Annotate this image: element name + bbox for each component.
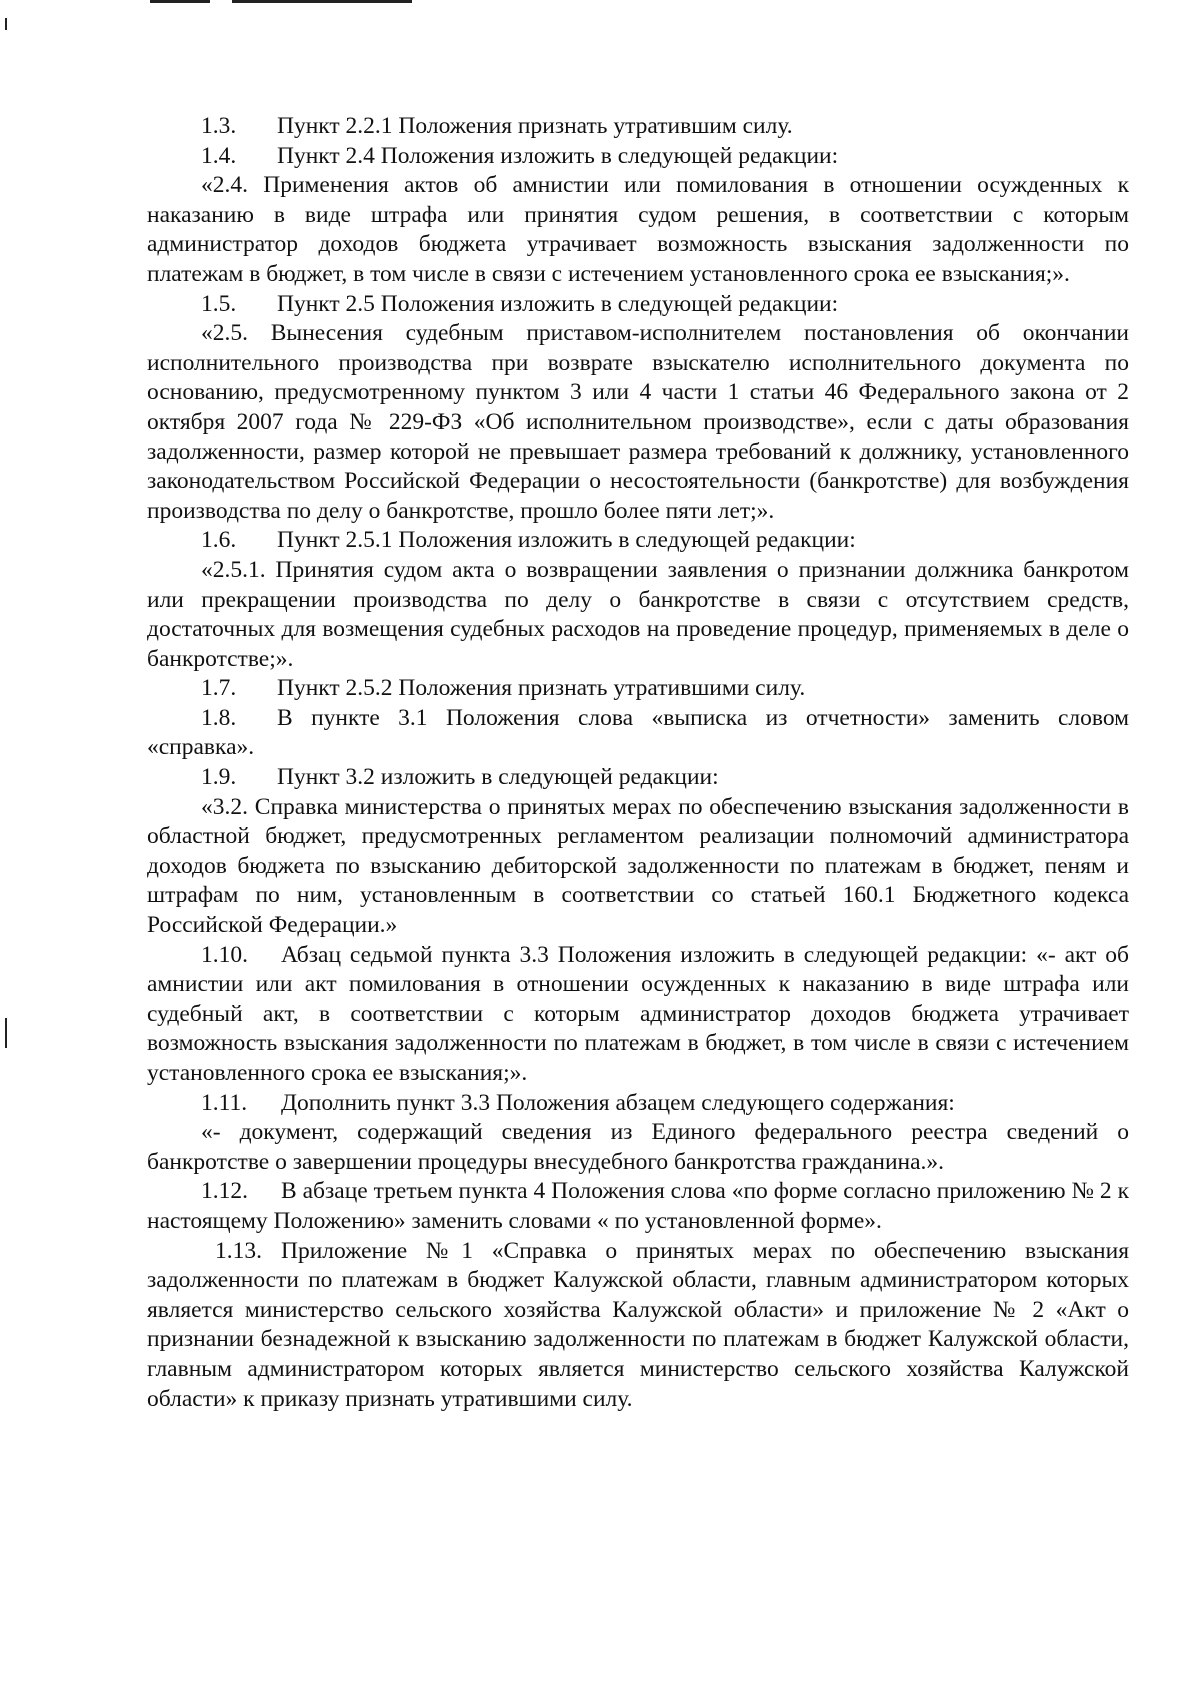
item-number: 1.10. [201,941,248,968]
paragraph-text: Абзац седьмой пункта 3.3 Положения изложить в следующей редакции: «- акт об амнистии или акт помилования в отношении осужденных к наказанию в виде штрафа или судебный акт, в соответствии с которым администратор доходов бюджета утрачивает возможность взыскания задолженности по платежам в бюджет, в том числе в связи с истечением установленного срока ее взыскания;». [147,941,1129,1086]
paragraph-1-7 [147,674,1129,704]
paragraph-text: Приложение №1 «Справка о принятых мерах по обеспечению взыскания задолженности по платежам в бюджет Калужской области, главным администратором которых является министерство сельского хозяйства Калужской области» и приложение № 2 «Акт о признании безнадежной к взысканию задолженности по платежам в бюджет Калужской области, главным администратором которых является министерство сельского хозяйства Калужской области» к приказу признать утратившими силу. [147,1237,1129,1412]
scan-mark [150,0,210,3]
item-number: 1.12. [201,1178,248,1205]
item-number: 1.6. [201,527,237,554]
paragraph-text: Дополнить пункт 3.3 Положения абзацем следующего содержания: [281,1089,955,1116]
quoted-paragraph-2-5-1 [147,556,1129,674]
item-number: 1.11. [201,1089,248,1116]
paragraph-1-4 [147,142,1129,172]
paragraph-1-5 [147,290,1129,320]
item-number: 1.5. [201,290,237,317]
scan-artifact [5,1018,7,1048]
paragraph-text: «2.4. Применения актов об амнистии или помилования в отношении осужденных к наказанию в виде штрафа или принятия судом решения, в соответствии с которым администратор доходов бюджета утрачивает возможность взыскания задолженности по платежам в бюджет, в том числе в связи с истечением установленного срока ее взыскания;». [147,172,1129,287]
paragraph-1-13 [147,1237,1129,1415]
document-body [147,112,1129,1414]
item-number: 1.13. [215,1237,262,1264]
scan-mark [232,0,412,3]
paragraph-text: Пункт 2.5.1 Положения изложить в следующей редакции: [277,527,856,554]
paragraph-1-9 [147,763,1129,793]
item-number: 1.9. [201,764,237,791]
quoted-paragraph-2-5 [147,319,1129,526]
quoted-paragraph-3-2 [147,793,1129,941]
paragraph-text: «- документ, содержащий сведения из Единого федерального реестра сведений о банкротстве о завершении процедуры внесудебного банкротства гражданина.». [147,1119,1129,1175]
paragraph-text: Пункт 2.4 Положения изложить в следующей редакции: [277,142,839,169]
item-number: 1.3. [201,113,237,139]
paragraph-text: «2.5. Вынесения судебным приставом-исполнителем постановления об окончании исполнительного производства при возврате взыскателю исполнительного документа по основанию, предусмотренному пунктом 3 или 4 части 1 статьи 46 Федерального закона от 2 октября 2007 года № 229-ФЗ «Об исполнительном производстве», если с даты образования задолженности, размер которой не превышает размера требований к должнику, установленного законодательством Российской Федерации о несостоятельности (банкротстве) для возбуждения производства по делу о банкротстве, прошло более пяти лет;». [147,320,1129,524]
item-number: 1.4. [201,142,237,169]
paragraph-1-6 [147,526,1129,556]
paragraph-text: В абзаце третьем пункта 4 Положения слова «по форме согласно приложению № 2 к настоящему Положению» заменить словами « по установленной форме». [147,1178,1129,1234]
paragraph-text: Пункт 2.5.2 Положения признать утратившими силу. [277,675,806,702]
scan-artifact [5,18,7,30]
item-number: 1.7. [201,675,237,702]
paragraph-1-10 [147,941,1129,1089]
paragraph-1-8 [147,704,1129,763]
paragraph-1-11 [147,1089,1129,1119]
quoted-paragraph-2-4 [147,171,1129,289]
paragraph-text: «3.2. Справка министерства о принятых мерах по обеспечению взыскания задолженности в областной бюджет, предусмотренных регламентом реализации полномочий администратора доходов бюджета по взысканию дебиторской задолженности по платежам в бюджет, пеням и штрафам по ним, установленным в соответствии со статьей 160.1 Бюджетного кодекса Российской Федерации.» [147,793,1129,939]
paragraph-text: Пункт 2.2.1 Положения признать утратившим силу. [277,113,793,139]
item-number: 1.8. [201,704,237,731]
paragraph-text: «2.5.1. Принятия судом акта о возвращении заявления о признании должника банкротом или прекращении производства по делу о банкротстве в связи с отсутствием средств, достаточных для возмещения судебных расходов на проведение процедур, применяемых в деле о банкротстве;». [147,556,1129,672]
paragraph-1-12 [147,1177,1129,1236]
quoted-paragraph-3-3-addition [147,1118,1129,1177]
paragraph-text: В пункте 3.1 Положения слова «выписка из отчетности» заменить словом «справка». [147,704,1129,761]
paragraph-text: Пункт 3.2 изложить в следующей редакции: [277,764,719,791]
paragraph-1-3 [147,112,1129,142]
paragraph-text: Пункт 2.5 Положения изложить в следующей редакции: [277,290,839,317]
